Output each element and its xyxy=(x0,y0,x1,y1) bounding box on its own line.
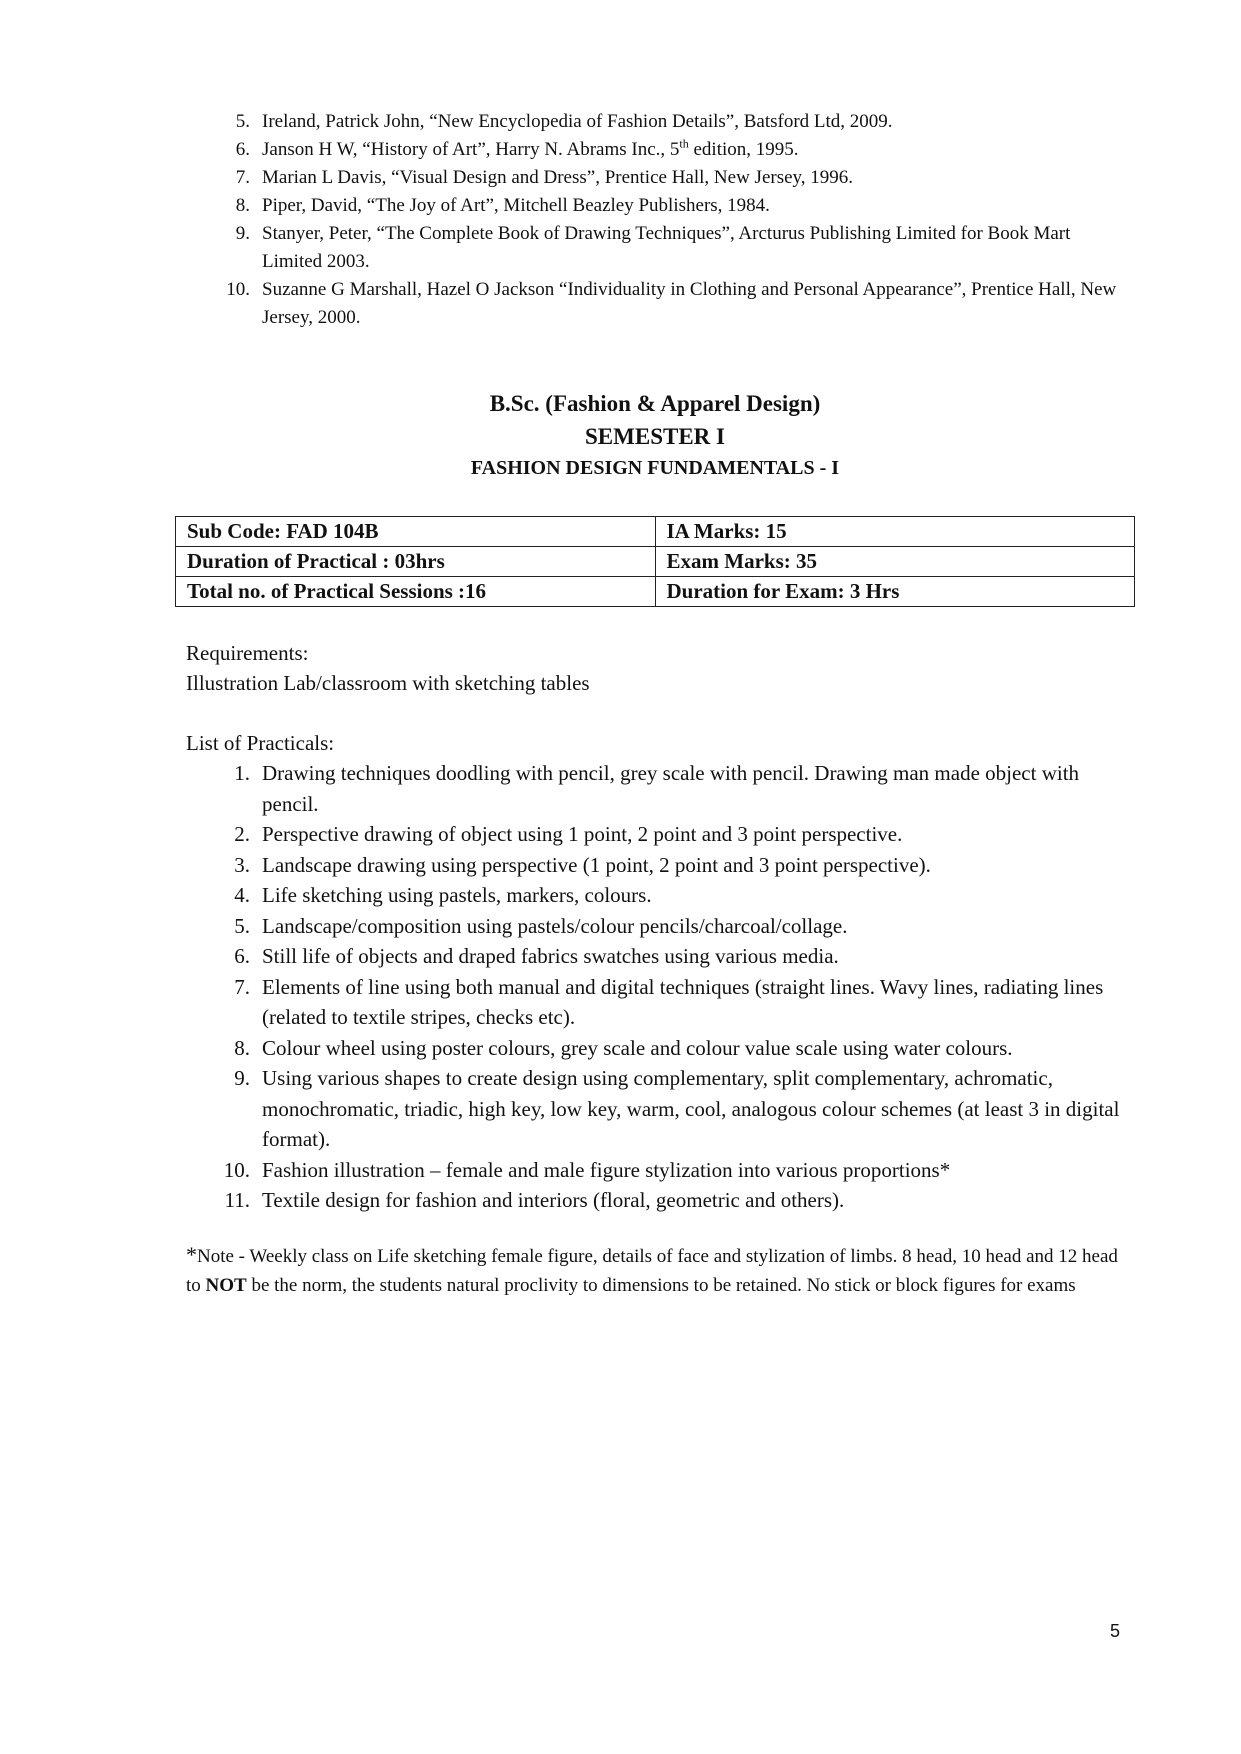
reference-number: 10. xyxy=(226,279,250,300)
item-number: 10. xyxy=(223,1157,250,1182)
note-text-cont: be the norm, the students natural proclivity to dimensions to be retained. No stick or block figures for exams xyxy=(246,1274,1076,1296)
reference-text-cont: edition, 1995. xyxy=(688,139,799,160)
list-item xyxy=(186,1033,1126,1064)
practical-duration-cell: Duration of Practical : 03hrs xyxy=(176,547,656,577)
list-item xyxy=(186,911,1126,942)
item-text: Drawing techniques doodling with pencil, grey scale with pencil. Drawing man made object with pencil. xyxy=(262,761,1080,816)
table-row xyxy=(176,547,1135,577)
item-text: Still life of objects and draped fabrics swatches using various media. xyxy=(262,944,839,968)
note-text: Note - Weekly class on Life sketching female figure, details of face and stylization of limbs. 8 head, 10 head and 12 head to xyxy=(186,1246,1118,1296)
note-asterisk: * xyxy=(186,1242,197,1267)
item-text: Elements of line using both manual and digital techniques (straight lines. Wavy lines, radiating lines (related to textile stripes, checks etc). xyxy=(262,974,1104,1029)
reference-item xyxy=(186,192,1126,220)
item-text: Fashion illustration – female and male figure stylization into various proportions* xyxy=(262,1157,951,1182)
exam-duration-cell: Duration for Exam: 3 Hrs xyxy=(655,577,1135,607)
note-paragraph xyxy=(186,1241,1126,1300)
page-number: 5 xyxy=(1110,1621,1121,1641)
item-number: 3. xyxy=(234,852,250,877)
reference-list xyxy=(186,108,1126,332)
item-number: 8. xyxy=(234,1035,250,1060)
note-emphasis: NOT xyxy=(205,1274,247,1296)
item-number: 6. xyxy=(234,944,250,968)
practical-sessions-cell: Total no. of Practical Sessions :16 xyxy=(176,577,656,607)
list-item xyxy=(186,1185,1126,1216)
item-number: 4. xyxy=(234,883,250,907)
exam-marks-cell: Exam Marks: 35 xyxy=(655,547,1135,577)
reference-text: Suzanne G Marshall, Hazel O Jackson “Individuality in Clothing and Personal Appearance”, Prentice Hall, New Jersey, 2000. xyxy=(262,279,1117,328)
table-row xyxy=(176,577,1135,607)
reference-item xyxy=(186,164,1126,192)
list-item xyxy=(186,819,1126,850)
practicals-label: List of Practicals: xyxy=(186,731,335,755)
reference-text: Ireland, Patrick John, “New Encyclopedia of Fashion Details”, Batsford Ltd, 2009. xyxy=(262,111,893,132)
list-item xyxy=(186,850,1126,881)
list-item xyxy=(186,1063,1126,1155)
reference-text: Piper, David, “The Joy of Art”, Mitchell Beazley Publishers, 1984. xyxy=(262,195,770,216)
item-text: Using various shapes to create design using complementary, split complementary, achromatic, monochromatic, triadic, high key, low key, warm, cool, analogous colour schemes (at least 3 in digital format). xyxy=(262,1066,1120,1151)
practicals-list xyxy=(186,758,1126,1216)
sub-code-cell: Sub Code: FAD 104B xyxy=(176,517,656,547)
item-text: Perspective drawing of object using 1 point, 2 point and 3 point perspective. xyxy=(262,822,903,846)
table-row xyxy=(176,517,1135,547)
reference-text: Stanyer, Peter, “The Complete Book of Drawing Techniques”, Arcturus Publishing Limited for Book Mart Limited 2003. xyxy=(262,223,1071,272)
reference-text: Marian L Davis, “Visual Design and Dress”, Prentice Hall, New Jersey, 1996. xyxy=(262,167,854,188)
course-info-table xyxy=(175,516,1135,607)
item-text: Landscape drawing using perspective (1 point, 2 point and 3 point perspective). xyxy=(262,852,931,877)
program-title: B.Sc. (Fashion & Apparel Design) xyxy=(489,391,821,416)
requirements-label: Requirements: xyxy=(186,641,309,665)
list-item xyxy=(186,758,1126,819)
requirements-text: Illustration Lab/classroom with sketching tables xyxy=(186,671,590,695)
list-item xyxy=(186,880,1126,911)
reference-number: 7. xyxy=(235,167,250,188)
item-number: 2. xyxy=(234,822,250,846)
course-title: FASHION DESIGN FUNDAMENTALS - I xyxy=(470,457,840,479)
item-number: 7. xyxy=(234,974,250,999)
item-number: 5. xyxy=(234,913,250,938)
superscript: th xyxy=(679,136,689,151)
reference-item xyxy=(186,220,1126,276)
item-number: 11. xyxy=(224,1188,250,1212)
list-item xyxy=(186,941,1126,972)
item-text: Landscape/composition using pastels/colour pencils/charcoal/collage. xyxy=(262,913,848,938)
ia-marks-cell: IA Marks: 15 xyxy=(655,517,1135,547)
item-number: 9. xyxy=(234,1066,250,1090)
reference-item xyxy=(186,108,1126,136)
item-text: Textile design for fashion and interiors (floral, geometric and others). xyxy=(262,1188,845,1212)
reference-number: 5. xyxy=(235,111,250,132)
item-text: Colour wheel using poster colours, grey scale and colour value scale using water colours. xyxy=(262,1035,1013,1060)
item-text: Life sketching using pastels, markers, colours. xyxy=(262,883,652,907)
reference-number: 6. xyxy=(235,139,250,160)
reference-item xyxy=(186,276,1126,332)
list-item xyxy=(186,1155,1126,1186)
reference-text: Janson H W, “History of Art”, Harry N. Abrams Inc., 5 xyxy=(262,139,680,160)
reference-number: 8. xyxy=(235,195,250,216)
semester-title: SEMESTER I xyxy=(585,424,725,449)
item-number: 1. xyxy=(234,761,250,785)
reference-item xyxy=(186,136,1126,164)
reference-number: 9. xyxy=(235,223,250,244)
list-item xyxy=(186,972,1126,1033)
